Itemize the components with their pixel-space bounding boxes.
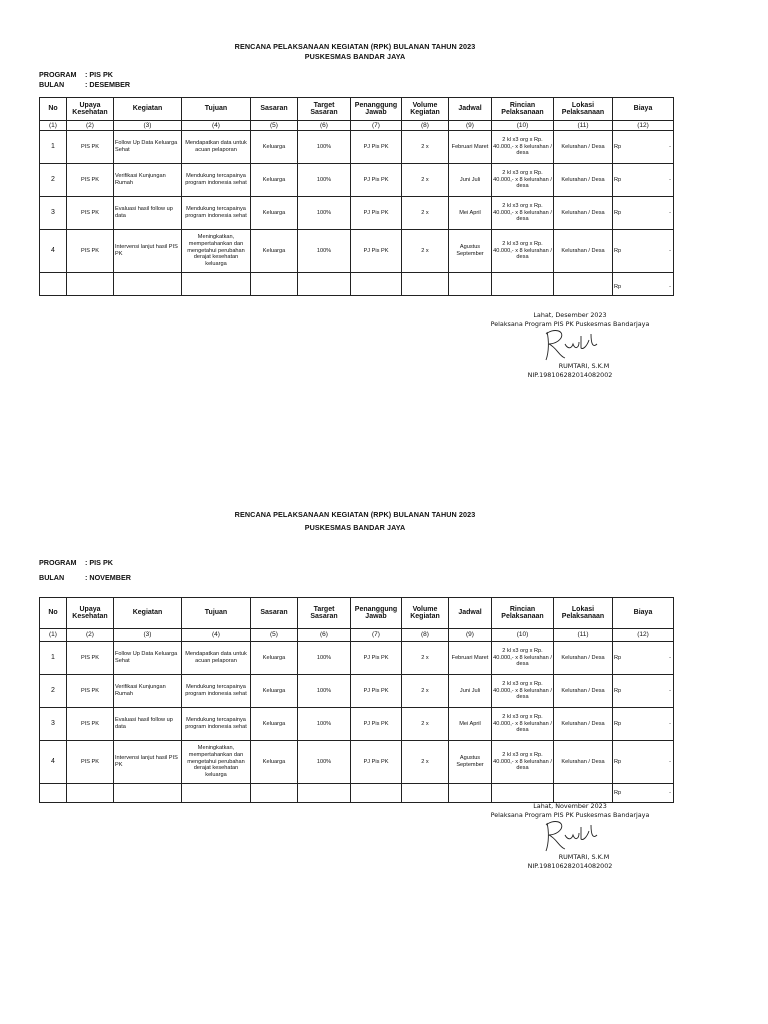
row-target: 100% xyxy=(298,675,351,708)
biaya-rp: Rp xyxy=(614,247,622,254)
column-number: (7) xyxy=(351,629,402,642)
table-row xyxy=(40,741,674,784)
row-no: 3 xyxy=(40,197,67,230)
biaya-value: - xyxy=(669,654,671,661)
row-pj: PJ Pis PK xyxy=(351,642,402,675)
total-row xyxy=(40,784,674,803)
header-cell: Lokasi Pelaksanaan xyxy=(554,98,613,121)
biaya-value: - xyxy=(669,720,671,727)
rpk-table xyxy=(39,597,674,803)
row-pj: PJ Pis PK xyxy=(351,708,402,741)
column-number: (3) xyxy=(114,121,182,131)
row-no: 4 xyxy=(40,741,67,784)
header-cell: Target Sasaran xyxy=(298,598,351,629)
header-cell: Biaya xyxy=(613,98,674,121)
row-upaya: PIS PK xyxy=(67,164,114,197)
row-tujuan: Mendapatkan data untuk acuan pelaporan xyxy=(182,642,251,675)
header-cell: Rincian Pelaksanaan xyxy=(492,98,554,121)
total-value: - xyxy=(669,283,671,290)
header-cell: Jadwal xyxy=(449,598,492,629)
biaya-value: - xyxy=(669,758,671,765)
column-number: (7) xyxy=(351,121,402,131)
document-title: RENCANA PELAKSANAAN KEGIATAN (RPK) BULANAN TAHUN 2023 xyxy=(234,510,476,519)
signature-block xyxy=(480,311,660,380)
row-kegiatan: Evaluasi hasil follow up data xyxy=(114,708,182,741)
row-volume: 2 x xyxy=(402,741,449,784)
row-rincian: 2 kl x3 org x Rp. 40.000,- x 8 kelurahan / desa xyxy=(492,230,554,273)
biaya-rp: Rp xyxy=(614,209,622,216)
header-cell: Jadwal xyxy=(449,98,492,121)
row-tujuan: Mendapatkan data untuk acuan pelaporan xyxy=(182,131,251,164)
row-biaya xyxy=(613,675,674,708)
row-sasaran: Keluarga xyxy=(251,164,298,197)
bulan-line xyxy=(39,573,131,582)
row-pj: PJ Pis PK xyxy=(351,675,402,708)
row-kegiatan: Follow Up Data Keluarga Sehat xyxy=(114,131,182,164)
row-sasaran: Keluarga xyxy=(251,708,298,741)
column-number: (6) xyxy=(298,629,351,642)
bulan-line xyxy=(39,80,130,89)
row-jadwal: Agustus September xyxy=(449,741,492,784)
biaya-rp: Rp xyxy=(614,758,622,765)
table-row xyxy=(40,230,674,273)
row-kegiatan: Intervensi lanjut hasil PIS PK xyxy=(114,741,182,784)
row-pj: PJ Pis PK xyxy=(351,197,402,230)
row-jadwal: Juni Juli xyxy=(449,164,492,197)
row-rincian: 2 kl x3 org x Rp. 40.000,- x 8 kelurahan / desa xyxy=(492,741,554,784)
row-target: 100% xyxy=(298,131,351,164)
row-volume: 2 x xyxy=(402,197,449,230)
column-number: (12) xyxy=(613,629,674,642)
header-cell: Upaya Kesehatan xyxy=(67,598,114,629)
bulan-label: BULAN xyxy=(39,80,65,89)
column-number: (10) xyxy=(492,629,554,642)
row-lokasi: Kelurahan / Desa xyxy=(554,675,613,708)
row-kegiatan: Verifikasi Kunjungan Rumah xyxy=(114,164,182,197)
signature-place-date: Lahat, November 2023 xyxy=(533,802,607,810)
column-number: (1) xyxy=(40,121,67,131)
handwritten-signature xyxy=(480,328,660,362)
document-subtitle: PUSKESMAS BANDAR JAYA xyxy=(304,52,406,61)
header-cell: Kegiatan xyxy=(114,598,182,629)
row-biaya xyxy=(613,708,674,741)
row-rincian: 2 kl x3 org x Rp. 40.000,- x 8 kelurahan / desa xyxy=(492,708,554,741)
header-cell: Biaya xyxy=(613,598,674,629)
program-label: PROGRAM xyxy=(39,70,77,79)
row-volume: 2 x xyxy=(402,675,449,708)
header-cell: Volume Kegiatan xyxy=(402,598,449,629)
row-sasaran: Keluarga xyxy=(251,131,298,164)
row-upaya: PIS PK xyxy=(67,230,114,273)
row-target: 100% xyxy=(298,197,351,230)
total-biaya xyxy=(613,273,674,296)
row-biaya xyxy=(613,197,674,230)
signature-nip: NIP.198106282014082002 xyxy=(527,370,613,379)
row-volume: 2 x xyxy=(402,131,449,164)
row-rincian: 2 kl x3 org x Rp. 40.000,- x 8 kelurahan / desa xyxy=(492,197,554,230)
row-lokasi: Kelurahan / Desa xyxy=(554,131,613,164)
row-tujuan: Meningkatkan, mempertahankan dan mengetahui perubahan derajat kesehatan keluarga xyxy=(182,741,251,784)
row-pj: PJ Pis PK xyxy=(351,131,402,164)
row-volume: 2 x xyxy=(402,642,449,675)
biaya-rp: Rp xyxy=(614,176,622,183)
header-cell: No xyxy=(40,598,67,629)
row-upaya: PIS PK xyxy=(67,642,114,675)
header-cell: Penanggung Jawab xyxy=(351,598,402,629)
column-number: (2) xyxy=(67,121,114,131)
total-row xyxy=(40,273,674,296)
biaya-rp: Rp xyxy=(614,720,622,727)
biaya-value: - xyxy=(669,247,671,254)
program-line xyxy=(39,70,113,79)
column-number: (4) xyxy=(182,629,251,642)
row-lokasi: Kelurahan / Desa xyxy=(554,741,613,784)
column-number: (1) xyxy=(40,629,67,642)
header-cell: Tujuan xyxy=(182,98,251,121)
program-line xyxy=(39,558,113,567)
header-cell: Lokasi Pelaksanaan xyxy=(554,598,613,629)
row-no: 2 xyxy=(40,164,67,197)
row-pj: PJ Pis PK xyxy=(351,164,402,197)
column-number: (8) xyxy=(402,629,449,642)
header-cell: Rincian Pelaksanaan xyxy=(492,598,554,629)
row-upaya: PIS PK xyxy=(67,708,114,741)
row-rincian: 2 kl x3 org x Rp. 40.000,- x 8 kelurahan / desa xyxy=(492,675,554,708)
row-target: 100% xyxy=(298,741,351,784)
row-biaya xyxy=(613,131,674,164)
signature-name: RUMTARI, S.K.M xyxy=(558,853,610,862)
header-cell: No xyxy=(40,98,67,121)
row-tujuan: Mendukung tercapainya program indonesia sehat xyxy=(182,675,251,708)
row-upaya: PIS PK xyxy=(67,131,114,164)
column-number-row xyxy=(40,629,674,642)
table-row xyxy=(40,642,674,675)
column-number-row xyxy=(40,121,674,131)
row-lokasi: Kelurahan / Desa xyxy=(554,197,613,230)
header-cell: Tujuan xyxy=(182,598,251,629)
header-cell: Sasaran xyxy=(251,598,298,629)
signature-place-date: Lahat, Desember 2023 xyxy=(533,311,607,319)
header-cell: Volume Kegiatan xyxy=(402,98,449,121)
table-row xyxy=(40,164,674,197)
row-target: 100% xyxy=(298,708,351,741)
total-rp: Rp xyxy=(614,283,622,290)
program-value: : PIS PK xyxy=(85,70,113,79)
table-row xyxy=(40,675,674,708)
header-cell: Penanggung Jawab xyxy=(351,98,402,121)
column-number: (2) xyxy=(67,629,114,642)
row-kegiatan: Intervensi lanjut hasil PIS PK xyxy=(114,230,182,273)
row-volume: 2 x xyxy=(402,230,449,273)
header-cell: Kegiatan xyxy=(114,98,182,121)
row-rincian: 2 kl x3 org x Rp. 40.000,- x 8 kelurahan / desa xyxy=(492,164,554,197)
column-number: (10) xyxy=(492,121,554,131)
rpk-table xyxy=(39,97,674,296)
row-jadwal: Februari Maret xyxy=(449,642,492,675)
biaya-value: - xyxy=(669,143,671,150)
column-number: (6) xyxy=(298,121,351,131)
row-jadwal: Mei April xyxy=(449,708,492,741)
row-target: 100% xyxy=(298,164,351,197)
row-jadwal: Mei April xyxy=(449,197,492,230)
header-cell: Sasaran xyxy=(251,98,298,121)
row-jadwal: Juni Juli xyxy=(449,675,492,708)
biaya-rp: Rp xyxy=(614,687,622,694)
program-value: : PIS PK xyxy=(85,558,113,567)
row-biaya xyxy=(613,164,674,197)
bulan-value: : DESEMBER xyxy=(85,80,131,89)
table-row xyxy=(40,197,674,230)
row-target: 100% xyxy=(298,230,351,273)
total-value: - xyxy=(669,789,671,796)
document-subtitle: PUSKESMAS BANDAR JAYA xyxy=(304,523,406,532)
column-number: (11) xyxy=(554,629,613,642)
row-lokasi: Kelurahan / Desa xyxy=(554,164,613,197)
row-pj: PJ Pis PK xyxy=(351,741,402,784)
row-no: 3 xyxy=(40,708,67,741)
row-jadwal: Agustus September xyxy=(449,230,492,273)
row-volume: 2 x xyxy=(402,164,449,197)
column-number: (9) xyxy=(449,629,492,642)
row-no: 1 xyxy=(40,642,67,675)
header-row xyxy=(40,98,674,121)
biaya-value: - xyxy=(669,176,671,183)
column-number: (5) xyxy=(251,121,298,131)
row-pj: PJ Pis PK xyxy=(351,230,402,273)
total-rp: Rp xyxy=(614,789,622,796)
row-sasaran: Keluarga xyxy=(251,197,298,230)
row-biaya xyxy=(613,741,674,784)
bulan-label: BULAN xyxy=(39,573,65,582)
row-tujuan: Mendukung tercapainya program indonesia sehat xyxy=(182,197,251,230)
program-label: PROGRAM xyxy=(39,558,77,567)
row-volume: 2 x xyxy=(402,708,449,741)
header-row xyxy=(40,598,674,629)
row-no: 4 xyxy=(40,230,67,273)
signature-nip: NIP.198106282014082002 xyxy=(527,861,613,870)
row-upaya: PIS PK xyxy=(67,675,114,708)
row-kegiatan: Follow Up Data Keluarga Sehat xyxy=(114,642,182,675)
row-biaya xyxy=(613,230,674,273)
biaya-rp: Rp xyxy=(614,143,622,150)
row-lokasi: Kelurahan / Desa xyxy=(554,230,613,273)
header-cell: Upaya Kesehatan xyxy=(67,98,114,121)
total-biaya xyxy=(613,784,674,803)
column-number: (3) xyxy=(114,629,182,642)
row-sasaran: Keluarga xyxy=(251,741,298,784)
row-tujuan: Mendukung tercapainya program indonesia sehat xyxy=(182,164,251,197)
row-kegiatan: Verifikasi Kunjungan Rumah xyxy=(114,675,182,708)
column-number: (9) xyxy=(449,121,492,131)
column-number: (5) xyxy=(251,629,298,642)
row-target: 100% xyxy=(298,642,351,675)
handwritten-signature xyxy=(480,819,660,853)
biaya-value: - xyxy=(669,687,671,694)
row-jadwal: Februari Maret xyxy=(449,131,492,164)
row-sasaran: Keluarga xyxy=(251,642,298,675)
column-number: (4) xyxy=(182,121,251,131)
signature-block xyxy=(480,802,660,871)
row-rincian: 2 kl x3 org x Rp. 40.000,- x 8 kelurahan / desa xyxy=(492,642,554,675)
row-no: 1 xyxy=(40,131,67,164)
signature-name: RUMTARI, S.K.M xyxy=(558,362,610,371)
row-tujuan: Meningkatkan, mempertahankan dan mengetahui perubahan derajat kesehatan keluarga xyxy=(182,230,251,273)
row-rincian: 2 kl x3 org x Rp. 40.000,- x 8 kelurahan / desa xyxy=(492,131,554,164)
signature-role: Pelaksana Program PIS PK Puskesmas Bandarjaya xyxy=(490,319,650,328)
table-row xyxy=(40,708,674,741)
column-number: (11) xyxy=(554,121,613,131)
row-sasaran: Keluarga xyxy=(251,675,298,708)
table-row xyxy=(40,131,674,164)
column-number: (8) xyxy=(402,121,449,131)
row-sasaran: Keluarga xyxy=(251,230,298,273)
biaya-rp: Rp xyxy=(614,654,622,661)
biaya-value: - xyxy=(669,209,671,216)
header-cell: Target Sasaran xyxy=(298,98,351,121)
row-upaya: PIS PK xyxy=(67,741,114,784)
row-upaya: PIS PK xyxy=(67,197,114,230)
row-kegiatan: Evaluasi hasil follow up data xyxy=(114,197,182,230)
row-lokasi: Kelurahan / Desa xyxy=(554,708,613,741)
row-no: 2 xyxy=(40,675,67,708)
row-biaya xyxy=(613,642,674,675)
row-tujuan: Mendukung tercapainya program indonesia sehat xyxy=(182,708,251,741)
column-number: (12) xyxy=(613,121,674,131)
document-title: RENCANA PELAKSANAAN KEGIATAN (RPK) BULANAN TAHUN 2023 xyxy=(234,42,476,51)
row-lokasi: Kelurahan / Desa xyxy=(554,642,613,675)
signature-role: Pelaksana Program PIS PK Puskesmas Bandarjaya xyxy=(490,810,650,819)
bulan-value: : NOVEMBER xyxy=(85,573,131,582)
